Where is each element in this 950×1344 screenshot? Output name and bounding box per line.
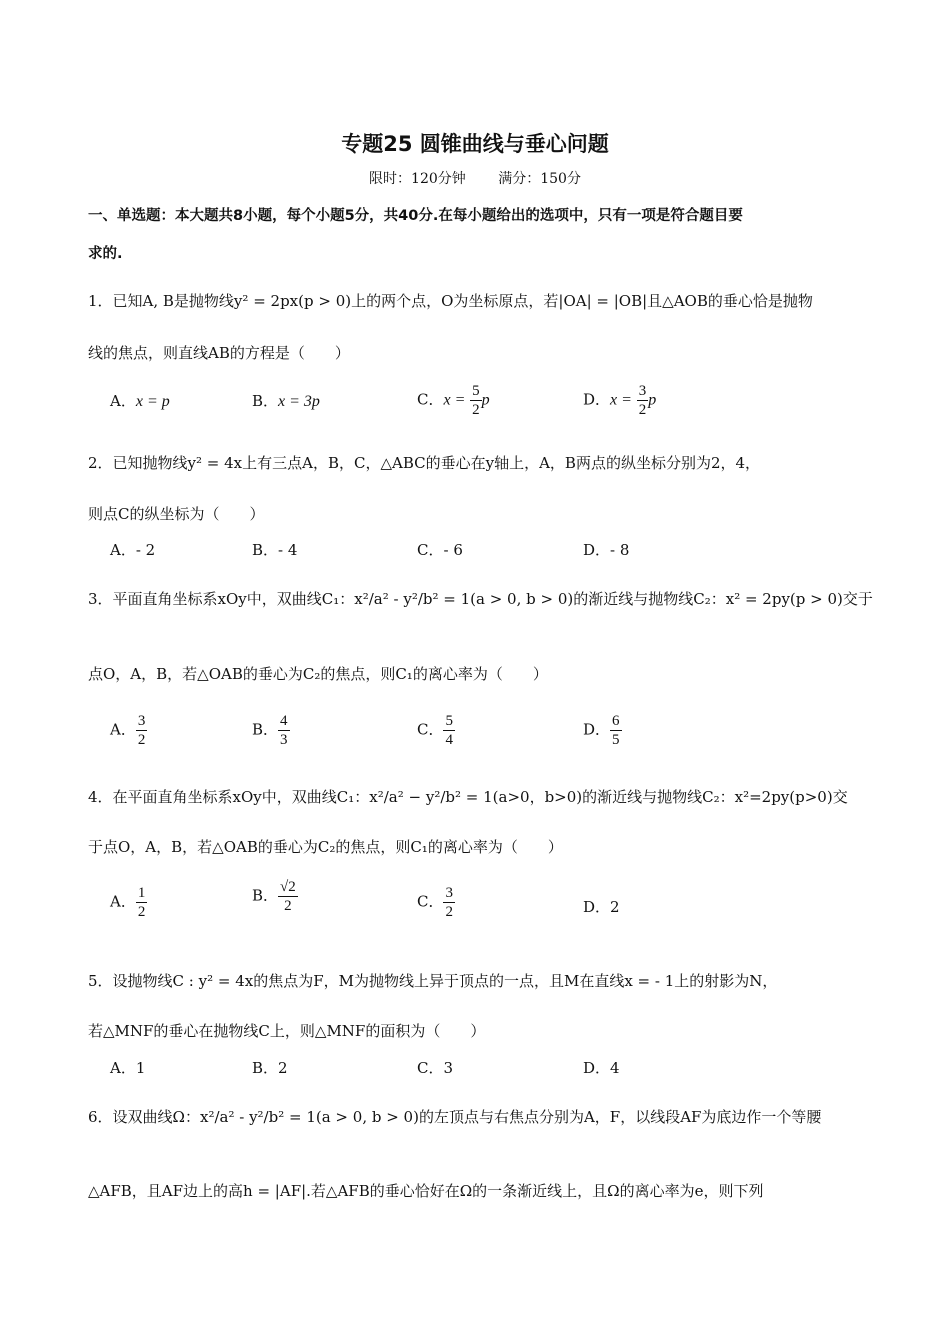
question-3-options (110, 712, 870, 748)
q3-option-c[interactable]: C． $\frac{5}{4}$ (417, 713, 453, 748)
section-heading-line2: 求的. (88, 246, 123, 262)
q1-option-c[interactable]: C．x = $\frac{5}{2}$ p (417, 383, 490, 418)
q5-option-b[interactable]: B．2 (252, 1059, 288, 1077)
question-3-line2: 点O，A，B，若△OAB的垂心为C₂的焦点，则C₁的离心率为（ ） (88, 665, 548, 683)
question-5-line2: 若△MNF的垂心在抛物线C上，则△MNF的面积为（ ） (88, 1022, 486, 1040)
q5-option-d[interactable]: D．4 (583, 1059, 620, 1077)
question-1-line2: 线的焦点，则直线AB的方程是（ ） (88, 344, 350, 362)
question-4-line2: 于点O，A，B，若△OAB的垂心为C₂的焦点，则C₁的离心率为（ ） (88, 838, 563, 856)
question-2-line1: 2．已知抛物线y² = 4x上有三点A，B，C，△ABC的垂心在y轴上，A，B两点的纵坐标分别为2，4， (88, 454, 761, 472)
q2-option-b[interactable]: B．- 4 (252, 541, 298, 559)
q4-option-d[interactable]: D．2 (583, 898, 620, 916)
question-5-options (110, 1057, 870, 1087)
question-2-line2: 则点C的纵坐标为（ ） (88, 505, 265, 523)
question-1-line1: 1．已知A, B是抛物线y² = 2px(p > 0)上的两个点，O为坐标原点，若|OA| = |OB|且△AOB的垂心恰是抛物 (88, 292, 813, 310)
question-4-options (110, 879, 870, 920)
question-6-line1: 6．设双曲线Ω：x²/a² - y²/b² = 1(a > 0, b > 0)的左顶点与右焦点分别为A，F，以线段AF为底边作一个等腰 (88, 1108, 822, 1126)
q5-option-a[interactable]: A．1 (110, 1059, 146, 1077)
question-4-line1: 4．在平面直角坐标系xOy中，双曲线C₁：x²/a² − y²/b² = 1(a>0，b>0)的渐近线与抛物线C₂：x²=2py(p>0)交 (88, 788, 848, 806)
q2-option-a[interactable]: A．- 2 (110, 541, 156, 559)
full-score: 满分：150分 (498, 171, 581, 187)
page-title: 专题25 圆锥曲线与垂心问题 (341, 132, 609, 156)
q3-option-a[interactable]: A． $\frac{3}{2}$ (110, 713, 146, 748)
q5-option-c[interactable]: C．3 (417, 1059, 454, 1077)
time-limit: 限时：120分钟 (369, 171, 466, 187)
question-3-line1: 3．平面直角坐标系xOy中，双曲线C₁：x²/a² - y²/b² = 1(a > 0, b > 0)的渐近线与抛物线C₂：x² = 2py(p > 0)交于 (88, 590, 873, 608)
q4-option-c[interactable]: C． $\frac{3}{2}$ (417, 885, 453, 920)
question-1-options (110, 383, 870, 420)
question-2-options (110, 539, 870, 569)
section-heading-line1: 一、单选题：本大题共8小题，每个小题5分，共40分.在每小题给出的选项中，只有一项是符合题目要 (88, 208, 743, 224)
q1-option-a[interactable]: A．x = p (110, 392, 170, 410)
q4-option-b[interactable]: B． $\frac{√2}{2}$ (252, 879, 296, 914)
subtitle (0, 168, 950, 188)
question-5-line1: 5．设抛物线C : y² = 4x的焦点为F，M为抛物线上异于顶点的一点，且M在直线x = - 1上的射影为N， (88, 972, 778, 990)
q2-option-c[interactable]: C．- 6 (417, 541, 463, 559)
question-6-line2: △AFB，且AF边上的高h = |AF|.若△AFB的垂心恰好在Ω的一条渐近线上，且Ω的离心率为e，则下列 (88, 1182, 764, 1200)
q2-option-d[interactable]: D．- 8 (583, 541, 630, 559)
q3-option-d[interactable]: D． $\frac{6}{5}$ (583, 713, 620, 748)
q1-option-b[interactable]: B．x = 3p (252, 392, 320, 410)
q1-option-d[interactable]: D．x = $\frac{3}{2}$ p (583, 383, 657, 418)
q3-option-b[interactable]: B． $\frac{4}{3}$ (252, 713, 288, 748)
q4-option-a[interactable]: A． $\frac{1}{2}$ (110, 885, 146, 920)
